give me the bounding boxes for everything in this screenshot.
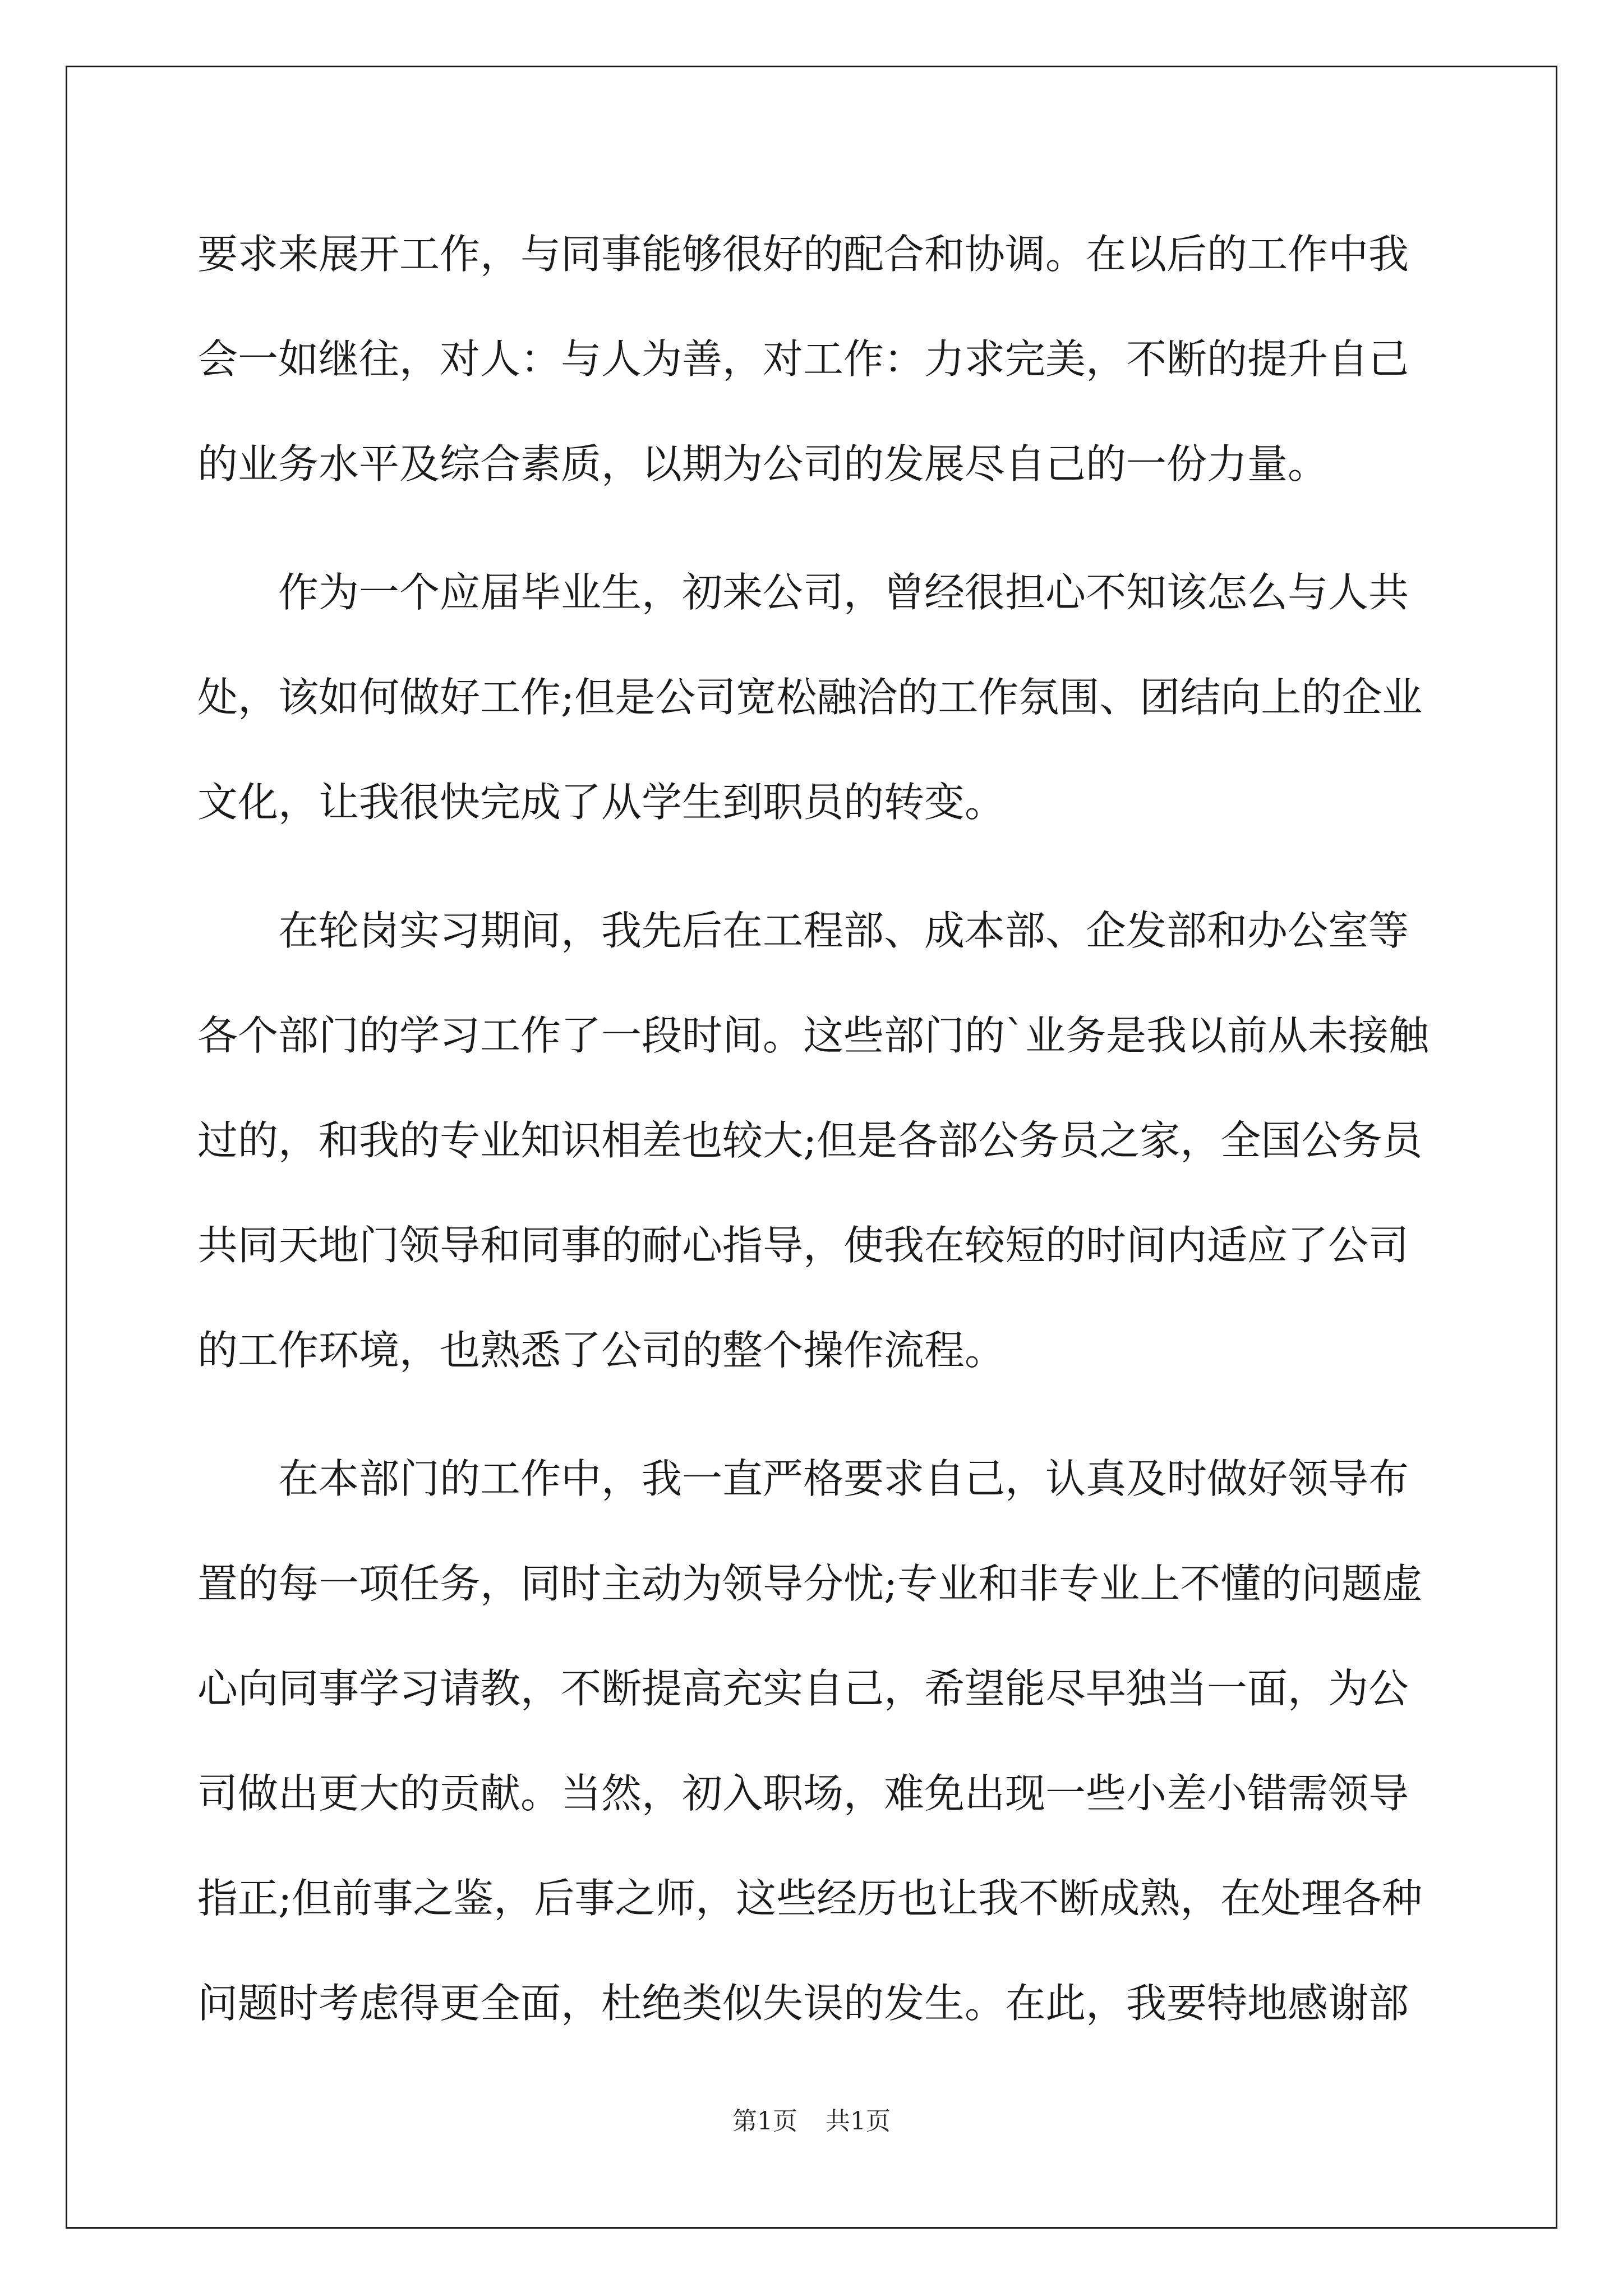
paragraph bbox=[197, 878, 1429, 1403]
text-line: 指正;但前事之鉴，后事之师，这些经历也让我不断成熟，在处理各种 bbox=[197, 1875, 1423, 1922]
text-line: 要求来展开工作，与同事能够很好的配合和协调。在以后的工作中我 bbox=[197, 231, 1409, 278]
text-line: 作为一个应届毕业生，初来公司，曾经很担心不知该怎么与人共 bbox=[197, 569, 1409, 616]
page-footer bbox=[0, 2101, 1623, 2137]
page-total: 共1页 bbox=[826, 2107, 891, 2136]
text-line: 司做出更大的贡献。当然，初入职场，难免出现一些小差小错需领导 bbox=[197, 1770, 1409, 1817]
paragraph bbox=[197, 540, 1429, 855]
text-line: 过的，和我的专业知识相差也较大;但是各部公务员之家，全国公务员 bbox=[197, 1117, 1423, 1164]
page-number: 第1页 bbox=[732, 2107, 797, 2136]
text-line: 置的每一项任务，同时主动为领导分忧;专业和非专业上不懂的问题虚 bbox=[197, 1560, 1423, 1607]
text-line: 处，该如何做好工作;但是公司宽松融洽的工作氛围、团结向上的企业 bbox=[197, 674, 1423, 721]
paragraph bbox=[197, 1427, 1429, 2056]
text-line: 共同天地门领导和同事的耐心指导，使我在较短的时间内适应了公司 bbox=[197, 1222, 1409, 1269]
text-line: 心向同事学习请教，不断提高充实自己，希望能尽早独当一面，为公 bbox=[197, 1665, 1409, 1712]
text-line: 的工作环境，也熟悉了公司的整个操作流程。 bbox=[197, 1327, 1006, 1374]
text-line: 各个部门的学习工作了一段时间。这些部门的`业务是我以前从未接触 bbox=[197, 1012, 1429, 1059]
text-line: 问题时考虑得更全面，杜绝类似失误的发生。在此，我要特地感谢部 bbox=[197, 1980, 1409, 2027]
text-line: 文化，让我很快完成了从学生到职员的转变。 bbox=[197, 779, 1006, 826]
text-line: 的业务水平及综合素质，以期为公司的发展尽自己的一份力量。 bbox=[197, 440, 1329, 487]
paragraph bbox=[197, 202, 1429, 517]
document-body bbox=[197, 202, 1429, 2056]
text-line: 在本部门的工作中，我一直严格要求自己，认真及时做好领导布 bbox=[197, 1455, 1409, 1502]
text-line: 会一如继往，对人：与人为善，对工作：力求完美，不断的提升自己 bbox=[197, 335, 1409, 383]
text-line: 在轮岗实习期间，我先后在工程部、成本部、企发部和办公室等 bbox=[197, 907, 1409, 954]
